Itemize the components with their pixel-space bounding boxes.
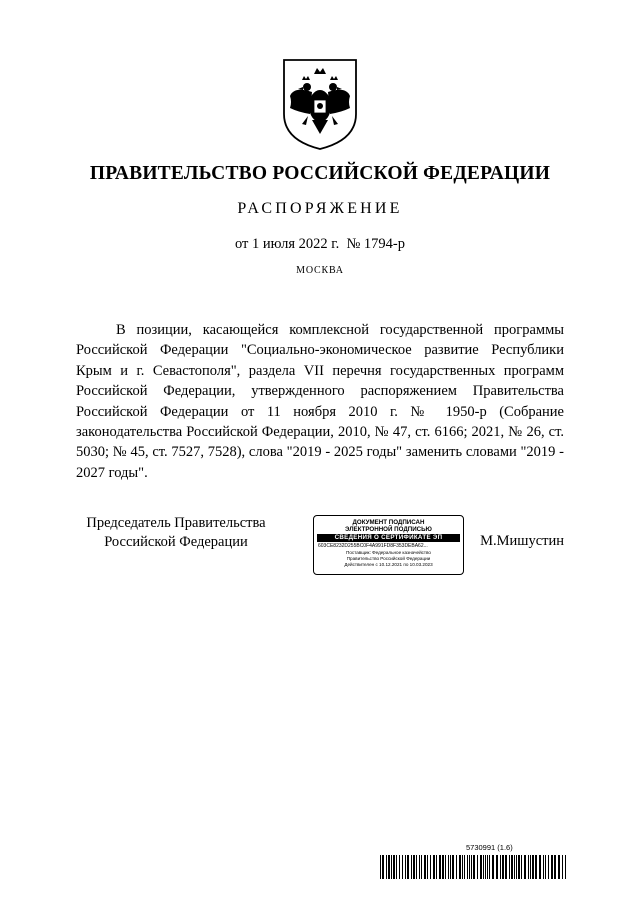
document-type: РАСПОРЯЖЕНИЕ — [237, 200, 403, 217]
signer-position-line1: Председатель Правительства — [86, 515, 266, 531]
signer-position-line2: Российской Федерации — [104, 534, 248, 550]
document-code: 5730991 (1.6) — [466, 843, 513, 852]
government-title: ПРАВИТЕЛЬСТВО РОССИЙСКОЙ ФЕДЕРАЦИИ — [89, 163, 551, 184]
stamp-line1: ДОКУМЕНТ ПОДПИСАН — [352, 519, 425, 526]
stamp-certificate-header: СВЕДЕНИЯ О СЕРТИФИКАТЕ ЭП — [317, 534, 460, 542]
body-paragraph: В позиции, касающейся комплексной государственной программы Российской Федерации "Социально-экономическое развитие Республики Крым и г. Севастополя", раздела VII перечня государственных программ Российской Федерации, утвержденного распоряжением Правительства Российской Федерации от 11 ноября 2010 г. № 1950-р (Собрание законодательства Российской Федерации, 2010, № 47, ст. 6166; 2021, № 26, ст. 5030; № 45, ст. 7527, 7528), слова "2019 - 2025 годы" заменить словами "2019 - 2027 годы". — [76, 322, 564, 481]
stamp-line2: ЭЛЕКТРОННОЙ ПОДПИСЬЮ — [345, 526, 432, 533]
coat-of-arms-icon — [280, 56, 360, 152]
stamp-supplier: Поставщик: Федеральное казначейство — [346, 549, 431, 555]
stamp-owner: Правительство Российской Федерации — [346, 555, 431, 561]
stamp-validity: Действителен с 10.12.2021 по 10.03.2023 — [344, 561, 433, 567]
signer-position — [76, 514, 276, 552]
electronic-signature-stamp — [313, 515, 464, 575]
document-date-number: от 1 июля 2022 г. № 1794-р — [234, 236, 405, 252]
signer-name: М.Мишустин — [480, 533, 564, 549]
barcode — [380, 855, 566, 879]
stamp-certificate-number: 603CE8232D255BC0F4A991FD8F353DEBA62... — [318, 543, 428, 549]
document-city: МОСКВА — [296, 265, 344, 276]
